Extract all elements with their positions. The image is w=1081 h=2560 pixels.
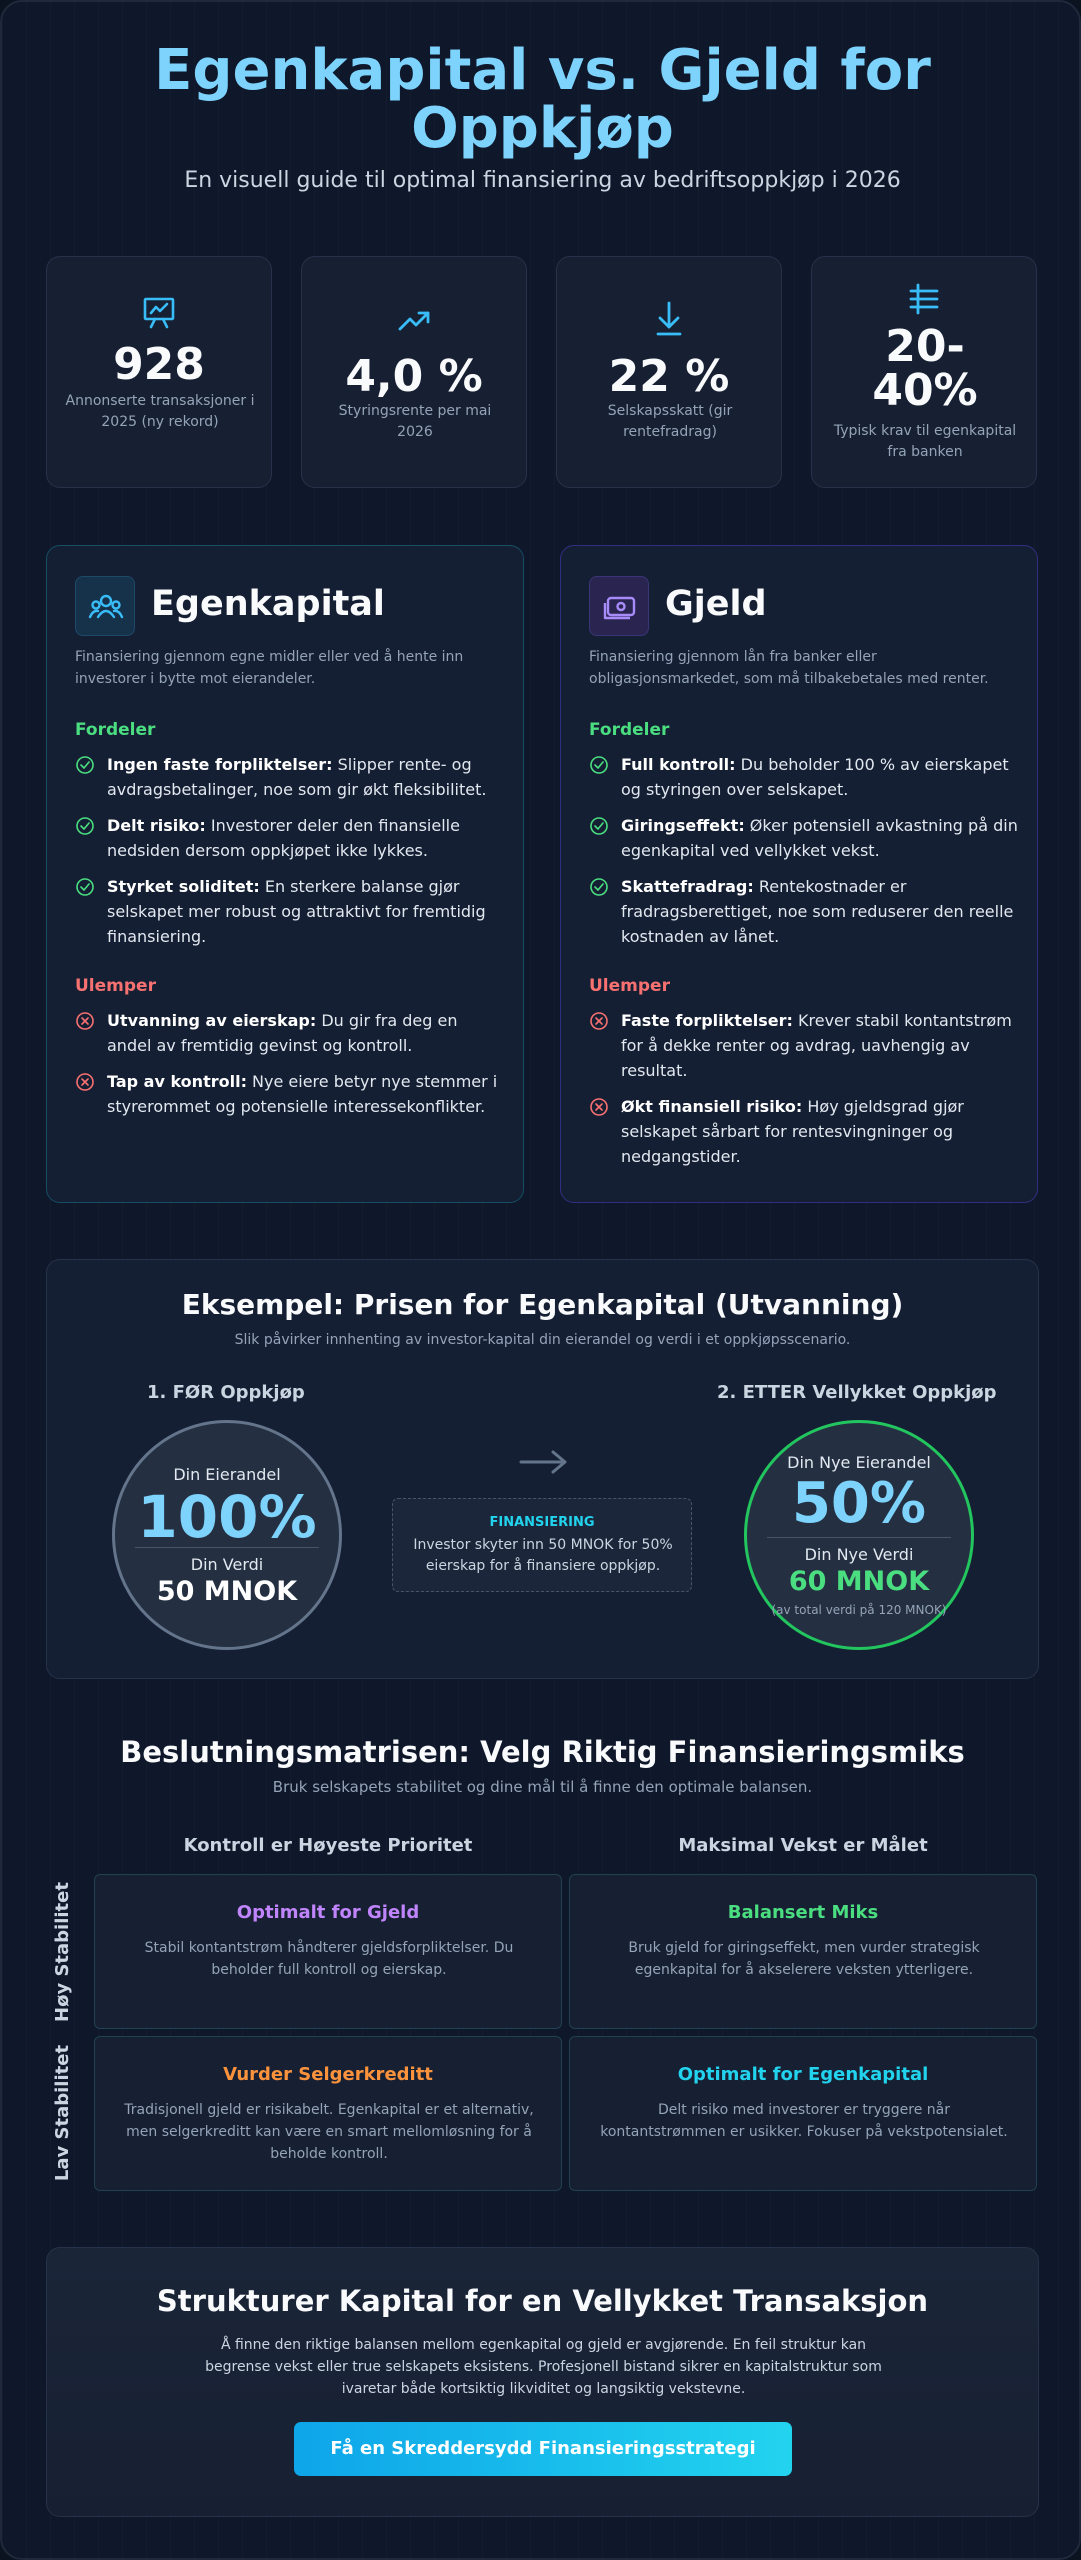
item-bold: Skattefradrag: xyxy=(621,877,754,896)
arrow-right-icon xyxy=(519,1448,569,1476)
x-circle-icon xyxy=(589,1011,609,1031)
cell-title: Vurder Selgerkreditt xyxy=(223,2064,433,2085)
equity-pro-item xyxy=(75,752,505,802)
debt-pro-item xyxy=(589,874,1019,949)
stat-label: Annonserte transaksjoner i 2025 (ny rekord) xyxy=(65,393,255,430)
matrix-cell-balanced-mix xyxy=(569,1874,1037,2029)
debt-con-item xyxy=(589,1094,1019,1169)
item-text: Rentekostnader er fradragsberettiget, noe som reduserer den reelle kostnaden av lånet. xyxy=(621,877,1014,946)
equity-pros-heading: Fordeler xyxy=(75,720,156,740)
debt-title: Gjeld xyxy=(665,584,767,624)
cell-text: Bruk gjeld for giringseffekt, men vurder strategisk egenkapital for å akselerere veksten ytterligere. xyxy=(628,1940,980,1978)
check-circle-icon xyxy=(589,816,609,836)
matrix-cell-seller-credit xyxy=(94,2036,562,2191)
dilution-example xyxy=(46,1259,1039,1679)
matrix-cell-optimal-equity xyxy=(569,2036,1037,2191)
cell-text: Tradisjonell gjeld er risikabelt. Egenkapital er et alternativ, men selgerkreditt kan være en smart mellomløsning for å beholde kontroll. xyxy=(124,2102,534,2162)
cta-title: Strukturer Kapital for en Vellykket Transaksjon xyxy=(156,2284,929,2318)
equity-con-item xyxy=(75,1069,505,1119)
cash-icon xyxy=(590,577,650,637)
item-text: Slipper rente- og avdragsbetalinger, noe som gir økt fleksibilitet. xyxy=(107,755,487,799)
users-icon xyxy=(76,577,136,637)
debt-pro-item xyxy=(589,752,1019,802)
equity-card xyxy=(46,545,524,1203)
matrix-column-header-control: Kontroll er Høyeste Prioritet xyxy=(183,1835,473,1856)
equity-pro-item xyxy=(75,874,505,949)
stat-label: Typisk krav til egenkapital fra banken xyxy=(833,423,1017,460)
check-circle-icon xyxy=(75,755,95,775)
item-bold: Full kontroll: xyxy=(621,755,736,774)
financing-box xyxy=(392,1498,692,1592)
arrow-down-to-line-icon xyxy=(557,299,781,339)
item-text: Krever stabil kontantstrøm for å dekke renter og avdrag, uavhengig av resultat. xyxy=(621,1011,1012,1080)
cell-title: Optimalt for Gjeld xyxy=(236,1902,420,1923)
cell-text: Delt risiko med investorer er tryggere når kontantstrømmen er usikker. Fokuser på vekstpotensialet. xyxy=(600,2102,1008,2140)
equity-icon-box xyxy=(75,576,135,636)
stat-card-transactions xyxy=(46,256,272,488)
equity-title: Egenkapital xyxy=(151,584,385,624)
stat-card-equity-requirement xyxy=(811,256,1037,488)
after-circle xyxy=(744,1420,974,1650)
item-bold: Utvanning av eierskap: xyxy=(107,1011,317,1030)
stat-label: Styringsrente per mai 2026 xyxy=(338,403,492,440)
stat-card-corporate-tax xyxy=(556,256,782,488)
financing-text: Investor skyter inn 50 MNOK for 50% eierskap for å finansiere oppkjøp. xyxy=(413,1537,673,1574)
check-circle-icon xyxy=(75,877,95,897)
cell-title: Optimalt for Egenkapital xyxy=(677,2064,929,2085)
stat-label: Selskapsskatt (gir rentefradrag) xyxy=(607,403,733,440)
debt-description: Finansiering gjennom lån fra banker eller obligasjonsmarkedet, som må tilbakebetales med renter. xyxy=(589,649,989,687)
item-bold: Tap av kontroll: xyxy=(107,1072,247,1091)
after-heading: 2. ETTER Vellykket Oppkjøp xyxy=(717,1382,997,1403)
before-share-label: Din Eierandel xyxy=(173,1465,281,1484)
item-bold: Delt risiko: xyxy=(107,816,206,835)
before-value-label: Din Verdi xyxy=(190,1555,264,1574)
cta-text: Å finne den riktige balansen mellom egenkapital og gjeld er avgjørende. En feil struktur kan begrense vekst eller true selskapets eksistens. Profesjonell bistand sikrer en kapitalstruktur som ivaretar både kortsiktig likviditet og langsiktig vekstevne. xyxy=(205,2337,882,2397)
before-value: 50 MNOK xyxy=(156,1576,298,1607)
debt-cons-heading: Ulemper xyxy=(589,976,670,996)
matrix-row-label-low-stability: Lav Stabilitet xyxy=(52,2044,73,2182)
stat-value: 22 % xyxy=(608,351,730,402)
check-circle-icon xyxy=(75,816,95,836)
item-bold: Økt finansiell risiko: xyxy=(621,1097,803,1116)
page-title: Egenkapital vs. Gjeld for Oppkjøp xyxy=(154,38,931,161)
columns-icon xyxy=(812,279,1036,319)
check-circle-icon xyxy=(589,877,609,897)
item-text: Du beholder 100 % av eierskapet og styringen over selskapet. xyxy=(621,755,1009,799)
cell-title: Balansert Miks xyxy=(727,1902,879,1923)
example-title: Eksempel: Prisen for Egenkapital (Utvanning) xyxy=(181,1288,904,1321)
matrix-subtitle: Bruk selskapets stabilitet og dine mål til å finne den optimale balansen. xyxy=(272,1778,813,1796)
item-bold: Giringseffekt: xyxy=(621,816,745,835)
debt-con-item xyxy=(589,1008,1019,1083)
cta-section xyxy=(46,2247,1039,2517)
divider xyxy=(767,1537,951,1538)
before-circle xyxy=(112,1420,342,1650)
matrix-row-label-high-stability: Høy Stabilitet xyxy=(52,1882,73,2022)
cell-text: Stabil kontantstrøm håndterer gjeldsforpliktelser. Du beholder full kontroll og eierskap. xyxy=(144,1940,514,1978)
check-circle-icon xyxy=(589,755,609,775)
stat-card-policy-rate xyxy=(301,256,527,488)
item-text: Du gir fra deg en andel av fremtidig gevinst og kontroll. xyxy=(107,1011,458,1055)
matrix-title: Beslutningsmatrisen: Velg Riktig Finansieringsmiks xyxy=(120,1735,965,1769)
matrix-column-header-growth: Maksimal Vekst er Målet xyxy=(678,1835,928,1856)
after-share-value: 50% xyxy=(791,1471,927,1536)
stat-value: 928 xyxy=(113,339,205,390)
strategy-cta-button[interactable]: Få en Skreddersydd Finansieringsstrategi xyxy=(294,2422,792,2476)
equity-pro-item xyxy=(75,813,505,863)
item-bold: Styrket soliditet: xyxy=(107,877,260,896)
equity-con-item xyxy=(75,1008,505,1058)
after-value-label: Din Nye Verdi xyxy=(804,1545,914,1564)
page-subtitle: En visuell guide til optimal finansiering av bedriftsoppkjøp i 2026 xyxy=(184,168,901,193)
item-text: Investorer deler den finansielle nedsiden dersom oppkjøpet ikke lykkes. xyxy=(107,816,460,860)
equity-description: Finansiering gjennom egne midler eller ved å hente inn investorer i bytte mot eierandeler. xyxy=(75,649,464,687)
debt-pros-heading: Fordeler xyxy=(589,720,670,740)
debt-card xyxy=(560,545,1038,1203)
financing-label: FINANSIERING xyxy=(489,1515,595,1530)
item-bold: Faste forpliktelser: xyxy=(621,1011,793,1030)
item-text: Øker potensiell avkastning på din egenkapital ved vellykket vekst. xyxy=(621,816,1018,860)
trending-up-icon xyxy=(302,301,526,341)
item-text: Høy gjeldsgrad gjør selskapet sårbart for rentesvingninger og nedgangstider. xyxy=(621,1097,964,1166)
after-share-label: Din Nye Eierandel xyxy=(787,1453,931,1472)
item-bold: Ingen faste forpliktelser: xyxy=(107,755,333,774)
stat-value: 4,0 % xyxy=(345,351,483,402)
presentation-chart-icon xyxy=(47,293,271,333)
debt-icon-box xyxy=(589,576,649,636)
debt-pro-item xyxy=(589,813,1019,863)
x-circle-icon xyxy=(589,1097,609,1117)
before-share-value: 100% xyxy=(137,1483,317,1551)
item-text: Nye eiere betyr nye stemmer i styrerommet og potensielle interessekonflikter. xyxy=(107,1072,498,1116)
matrix-cell-optimal-debt xyxy=(94,1874,562,2029)
divider xyxy=(135,1547,319,1548)
after-value: 60 MNOK xyxy=(788,1566,930,1597)
x-circle-icon xyxy=(75,1072,95,1092)
stat-value: 20-40% xyxy=(872,321,978,416)
example-subtitle: Slik påvirker innhenting av investor-kapital din eierandel og verdi i et oppkjøpsscenario. xyxy=(234,1332,851,1348)
item-text: En sterkere balanse gjør selskapet mer robust og attraktivt for fremtidig finansiering. xyxy=(107,877,486,946)
before-heading: 1. FØR Oppkjøp xyxy=(147,1382,305,1403)
x-circle-icon xyxy=(75,1011,95,1031)
equity-cons-heading: Ulemper xyxy=(75,976,156,996)
after-value-note: (av total verdi på 120 MNOK) xyxy=(771,1603,947,1617)
